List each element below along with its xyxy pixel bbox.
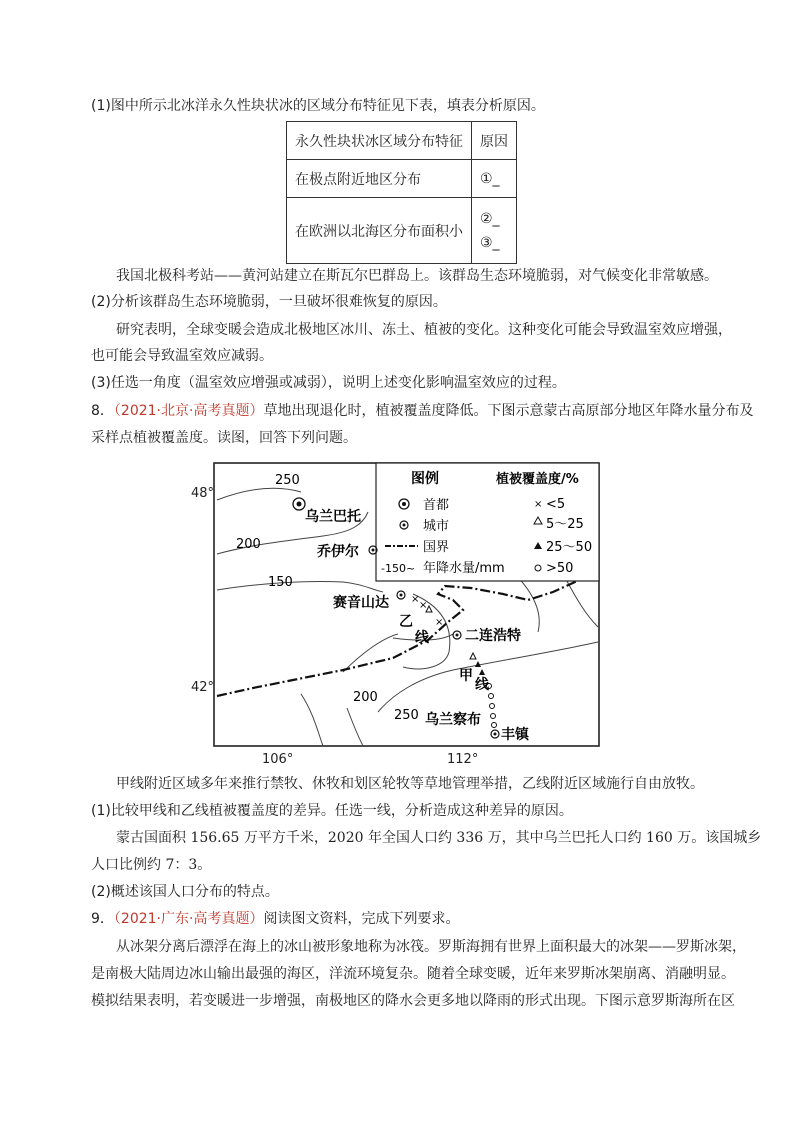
paragraph-mongolia-1: 蒙古国面积 156.65 万平方千米，2020 年全国人口约 336 万，其中乌兰巴托人口约 160 万。该国城乡: [116, 830, 762, 846]
iso-label-150: 150: [268, 575, 293, 590]
legend-cover-title: 植被覆盖度/%: [496, 472, 579, 487]
lon-112: 112°: [447, 752, 479, 767]
question-2: (2)分析该群岛生态环境脆弱，一旦破坏很难恢复的原因。: [91, 294, 447, 310]
iso-label-200-bottom: 200: [353, 690, 378, 705]
paragraph-svalbard: 我国北极科考站——黄河站建立在斯瓦尔巴群岛上。该群岛生态环境脆弱，对气候变化非常敏感。: [116, 268, 718, 284]
legend-city: 城市: [423, 519, 450, 534]
city-ulanqab: 乌兰察布: [425, 712, 481, 728]
question-number: 9．: [91, 911, 114, 927]
legend-cover-3: 25～50: [546, 540, 593, 555]
iso-label-250-bottom: 250: [394, 708, 419, 723]
paragraph-research-1: 研究表明，全球变暖会造成北极地区冰川、冻土、植被的变化。这种变化可能会导致温室效应增强，: [116, 322, 732, 338]
lon-106: 106°: [262, 752, 294, 767]
sample-yi-4: ×: [435, 617, 444, 628]
iso-label-200-top: 200: [236, 537, 261, 552]
question-text: 阅读图文资料，完成下列要求。: [263, 911, 460, 927]
table-cell-reason-2[interactable]: [472, 198, 517, 264]
table-header-feature: 永久性块状冰区域分布特征: [287, 122, 472, 160]
city-sainshand: 赛音山达: [333, 595, 389, 611]
paragraph-ross-2: 是南极大陆周边冰山输出最强的海区，洋流环境复杂。随着全球变暖，近年来罗斯冰架崩离、消融明显。: [91, 966, 735, 982]
question-9-intro: [91, 909, 459, 929]
question-8-2: (2)概述该国人口分布的特点。: [91, 884, 279, 900]
legend-capital: 首都: [423, 498, 450, 513]
legend-precip: 年降水量/mm: [423, 561, 505, 576]
lat-42: 42°: [191, 680, 215, 695]
paragraph-ross-3: 模拟结果表明，若变暖进一步增强，南极地区的降水会更多地以降雨的形式出现。下图示意罗斯海所在区: [91, 993, 735, 1009]
question-8-intro: [91, 401, 753, 421]
question-source: （2021·北京·高考真题）: [113, 403, 264, 419]
cover-1-symbol: ×: [534, 499, 543, 510]
lat-48: 48°: [191, 486, 215, 501]
question-8-intro-2: 采样点植被覆盖度。读图，回答下列问题。: [91, 430, 357, 446]
sample-yi-1: ×: [411, 594, 420, 605]
question-source: （2021·广东·高考真题）: [113, 911, 264, 927]
table-header-reason: 原因: [472, 122, 517, 160]
paragraph-grazing: 甲线附近区域多年来推行禁牧、休牧和划区轮牧等草地管理举措，乙线附近区域施行自由放牧。: [116, 776, 704, 792]
question-3: (3)任选一角度（温室效应增强或减弱），说明上述变化影响温室效应的过程。: [91, 375, 566, 391]
question-8-1: (1)比较甲线和乙线植被覆盖度的差异。任选一线，分析造成这种差异的原因。: [91, 803, 573, 819]
question-text: 草地出现退化时，植被覆盖度降低。下图示意蒙古高原部分地区年降水量分布及: [263, 403, 754, 419]
city-ulaanbaatar: 乌兰巴托: [305, 509, 361, 525]
legend-cover-1: <5: [546, 497, 566, 512]
city-fengzhen: 丰镇: [501, 727, 529, 743]
legend-border: 国界: [423, 540, 450, 555]
reason-2-blank[interactable]: ②_: [480, 210, 500, 227]
sample-yi-2: ×: [419, 600, 428, 611]
mongolia-precipitation-map: [213, 462, 601, 748]
legend-title: 图例: [411, 471, 439, 487]
line-yi-label: 乙: [399, 614, 413, 630]
legend-precip-sample: -150~: [381, 562, 416, 575]
paragraph-ross-1: 从冰架分离后漂浮在海上的冰山被形象地称为冰筏。罗斯海拥有世界上面积最大的冰架——罗斯冰架，: [116, 939, 746, 955]
table-cell-reason-1[interactable]: ①_: [472, 160, 517, 198]
answer-table: [286, 121, 517, 264]
question-1: (1)图中所示北冰洋永久性块状冰的区域分布特征见下表，填表分析原因。: [91, 98, 545, 114]
line-yi-char: 线: [415, 630, 429, 646]
legend-cover-2: 5～25: [546, 517, 584, 532]
reason-3-blank[interactable]: ③_: [480, 234, 500, 251]
table-cell-feature-2: 在欧洲以北海区分布面积小: [287, 198, 472, 264]
question-number: 8．: [91, 403, 114, 419]
city-erenhot: 二连浩特: [465, 628, 521, 644]
line-jia-label: 甲: [459, 668, 473, 684]
city-choir: 乔伊尔: [317, 544, 359, 560]
legend-cover-4: >50: [546, 561, 574, 576]
table-cell-feature-1: 在极点附近地区分布: [287, 160, 472, 198]
line-jia-char: 线: [475, 677, 489, 693]
iso-label-250-top: 250: [275, 473, 300, 488]
paragraph-research-2: 也可能会导致温室效应减弱。: [91, 348, 273, 364]
paragraph-mongolia-2: 人口比例约 7：3。: [91, 857, 212, 873]
